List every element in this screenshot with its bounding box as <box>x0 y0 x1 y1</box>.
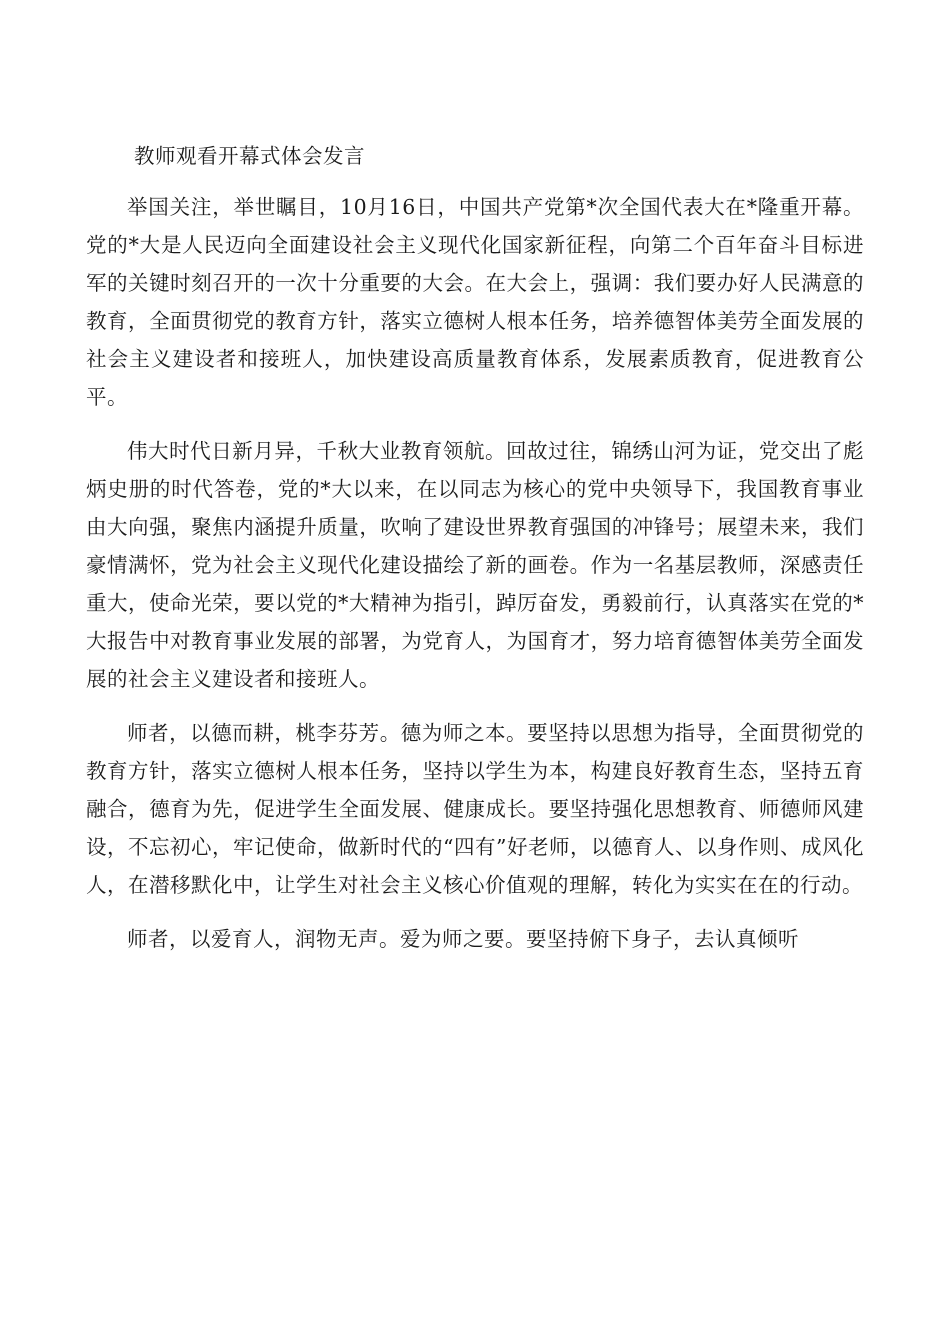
document-title: 教师观看开幕式体会发言 <box>134 144 365 168</box>
document-body <box>86 137 864 958</box>
paragraph-2: 伟大时代日新月异，千秋大业教育领航。回故过往，锦绣山河为证，党交出了彪炳史册的时代答卷，党的*大以来，在以同志为核心的党中央领导下，我国教育事业由大向强，聚焦内涵提升质量，吹响了建设世界教育强国的冲锋号；展望未来，我们豪情满怀，党为社会主义现代化建设描绘了新的画卷。作为一名基层教师，深感责任重大，使命光荣，要以党的*大精神为指引，踔厉奋发，勇毅前行，认真落实在党的*大报告中对教育事业发展的部署，为党育人，为国育才，努力培育德智体美劳全面发展的社会主义建设者和接班人。 <box>86 439 864 691</box>
paragraph-4: 师者，以爱育人，润物无声。爱为师之要。要坚持俯下身子，去认真倾听 <box>127 927 799 951</box>
paragraph-3: 师者，以德而耕，桃李芬芳。德为师之本。要坚持以思想为指导，全面贯彻党的教育方针，落实立德树人根本任务，坚持以学生为本，构建良好教育生态，坚持五育融合，德育为先，促进学生全面发展、健康成长。要坚持强化思想教育、师德师风建设，不忘初心，牢记使命，做新时代的“四有”好老师，以德育人、以身作则、成风化人，在潜移默化中，让学生对社会主义核心价值观的理解，转化为实实在在的行动。 <box>86 721 864 897</box>
paragraph-1: 举国关注，举世瞩目，10月16日，中国共产党第*次全国代表大在*隆重开幕。党的*大是人民迈向全面建设社会主义现代化国家新征程，向第二个百年奋斗目标进军的关键时刻召开的一次十分重要的大会。在大会上，强调：我们要办好人民满意的教育，全面贯彻党的教育方针，落实立德树人根本任务，培养德智体美劳全面发展的社会主义建设者和接班人，加快建设高质量教育体系，发展素质教育，促进教育公平。 <box>86 195 864 409</box>
